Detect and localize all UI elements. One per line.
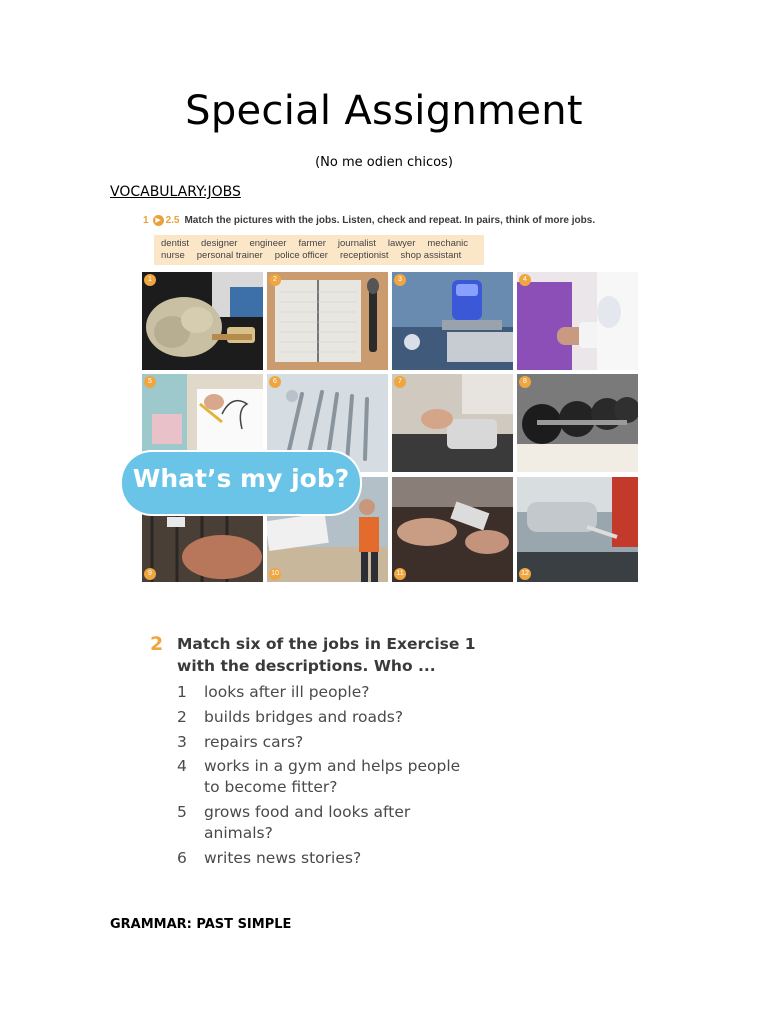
- job-word: lawyer: [387, 238, 416, 249]
- car-repair-image: [517, 477, 638, 582]
- job-word: engineer: [249, 238, 287, 249]
- job-word: journalist: [337, 238, 376, 249]
- job-word: police officer: [274, 250, 328, 261]
- photo-number: 12: [519, 568, 531, 580]
- photo-number: 1: [144, 274, 156, 286]
- question-text: to become fitter?: [204, 778, 338, 796]
- job-photo-grid: [142, 272, 640, 582]
- page-title: Special Assignment: [185, 88, 583, 134]
- job-word: farmer: [298, 238, 326, 249]
- photo-number: 2: [269, 274, 281, 286]
- photo-number: 8: [519, 376, 531, 388]
- question-text: writes news stories?: [204, 849, 362, 867]
- question-text: builds bridges and roads?: [204, 708, 404, 726]
- police-siren-image: [392, 272, 513, 370]
- job-word: personal trainer: [196, 250, 263, 261]
- photo-notebook-microphone: [267, 272, 388, 370]
- vocabulary-heading: VOCABULARY:JOBS: [110, 184, 241, 200]
- whats-my-job-bubble: [122, 452, 360, 514]
- question-text: animals?: [204, 824, 273, 842]
- job-word: designer: [201, 238, 238, 249]
- question-number: 1: [177, 683, 187, 701]
- photo-number: 9: [144, 568, 156, 580]
- exercise1-instruction: Match the pictures with the jobs. Listen, check and repeat. In pairs, think of more jobs.: [184, 215, 596, 227]
- job-word: mechanic: [427, 238, 469, 249]
- photo-police-light: [392, 272, 513, 370]
- grammar-heading: GRAMMAR: PAST SIMPLE: [110, 917, 292, 932]
- page-subtitle: (No me odien chicos): [315, 155, 453, 170]
- question-number: 3: [177, 733, 187, 751]
- audio-icon: ▶: [153, 215, 164, 226]
- photo-number: 10: [269, 568, 281, 580]
- question-text: repairs cars?: [204, 733, 304, 751]
- question-number: 6: [177, 849, 187, 867]
- photo-mechanic-car: [517, 477, 638, 582]
- mechanic-image: [392, 374, 513, 472]
- photo-number: 3: [394, 274, 406, 286]
- photo-nurse-bandage: [517, 272, 638, 370]
- exercise1-number: 1: [143, 215, 149, 227]
- job-word-box: [154, 235, 484, 265]
- photo-receptionist-card: [392, 477, 513, 582]
- job-word: dentist: [161, 238, 189, 249]
- photo-mechanic-hands: [392, 374, 513, 472]
- photo-number: 6: [269, 376, 281, 388]
- photo-number: 11: [394, 568, 406, 580]
- exercise2-instruction-line-2: with the descriptions. Who ...: [177, 657, 436, 675]
- question-number: 4: [177, 757, 187, 775]
- photo-dumbbells: [517, 374, 638, 472]
- word-line-1: [161, 238, 480, 249]
- audio-track-number: 2.5: [165, 215, 180, 227]
- wig-gavel-image: [142, 272, 263, 370]
- exercise2-instruction-line-1: Match six of the jobs in Exercise 1: [177, 635, 476, 653]
- question-text: looks after ill people?: [204, 683, 370, 701]
- question-number: 5: [177, 803, 187, 821]
- nurse-image: [517, 272, 638, 370]
- question-number: 2: [177, 708, 187, 726]
- card-payment-image: [392, 477, 513, 582]
- word-line-2: [161, 250, 473, 261]
- photo-number: 5: [144, 376, 156, 388]
- photo-number: 4: [519, 274, 531, 286]
- job-word: shop assistant: [400, 250, 462, 261]
- job-word: nurse: [161, 250, 185, 261]
- exercise1-header: [143, 215, 595, 226]
- question-text: works in a gym and helps people: [204, 757, 461, 775]
- notebook-image: [267, 272, 388, 370]
- exercise2-number: 2: [150, 633, 164, 655]
- bubble-text: What’s my job?: [132, 464, 350, 493]
- question-text: grows food and looks after: [204, 803, 411, 821]
- job-word: receptionist: [339, 250, 389, 261]
- photo-number: 7: [394, 376, 406, 388]
- dumbbell-image: [517, 374, 638, 472]
- photo-lawyer-wig: [142, 272, 263, 370]
